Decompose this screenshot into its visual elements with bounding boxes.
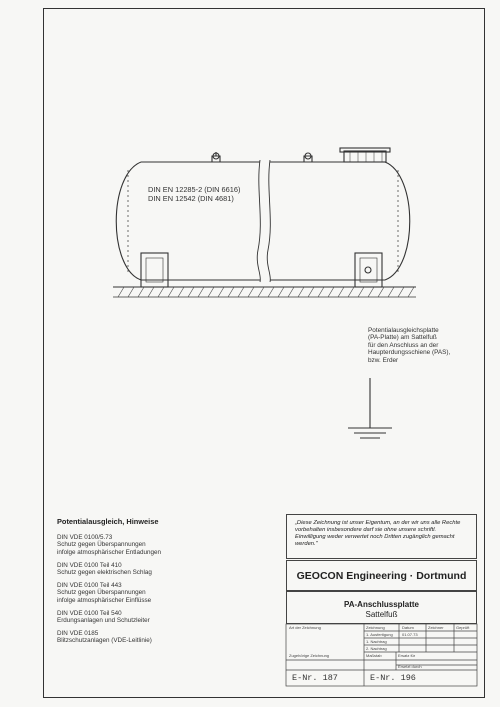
ausfertigung-label: 1. Ausfertigung	[366, 632, 393, 637]
norm-line-2: DIN EN 12542 (DIN 4681)	[148, 193, 234, 203]
notes-section	[57, 518, 277, 651]
e-nr-left: E-Nr. 187	[292, 673, 338, 683]
drawing-title	[286, 591, 477, 624]
company-name: GEOCON Engineering · Dortmund	[286, 560, 477, 591]
note-line: DIN VDE 0185	[57, 630, 99, 638]
pa-plate-icon	[365, 267, 371, 273]
title-line-1: PA-Anschlussplatte	[344, 600, 419, 609]
note-line: Erdungsanlagen und Schutzleiter	[57, 617, 150, 625]
pa-note-line: Haupterdungsschiene (PAS),	[368, 349, 451, 357]
note-line: Schutz gegen Überspannungen	[57, 589, 146, 597]
note-line: DIN VDE 0100 Teil 443	[57, 582, 122, 590]
pa-plate-note	[368, 327, 478, 364]
zeichner-label: Zeichner	[428, 625, 444, 630]
e-nr-right: E-Nr. 196	[370, 673, 416, 683]
manhole-dome	[344, 151, 386, 162]
note-line: DIN VDE 0100/5.73	[57, 534, 113, 542]
note-line: infolge atmosphärischer Entladungen	[57, 548, 161, 556]
art-der-zeichnung-label: Art der Zeichnung	[289, 625, 321, 630]
title-line-2: Sattelfuß	[365, 609, 398, 619]
date-value: 01.07.73	[402, 632, 418, 637]
pa-note-line: bzw. Erder	[368, 356, 399, 364]
ersetzt-durch-label: Ersetzt durch	[398, 664, 422, 669]
note-group	[57, 534, 277, 556]
note-line: Schutz gegen Überspannungen	[57, 541, 146, 549]
earth-symbol-icon	[348, 378, 392, 438]
note-group	[57, 630, 277, 644]
tank-shell-left	[116, 162, 260, 280]
ersatz-fuer-label: Ersatz für	[398, 653, 416, 658]
datum-label: Datum	[402, 625, 414, 630]
nachtrag-2-label: 2. Nachtrag	[366, 646, 387, 651]
note-line: DIN VDE 0100 Teil 540	[57, 609, 122, 617]
note-group	[57, 562, 277, 576]
geprueft-label: Geprüft	[456, 625, 470, 630]
note-line: infolge atmosphärischer Einflüsse	[57, 596, 152, 604]
copyright-disclaimer: „Diese Zeichnung ist unser Eigentum, an der wir uns alle Rechte vorbehalten insbesondere darf sie ohne unsere schriftl. Einwilligung weder verwertet noch Dritten zugänglich gemacht werden."	[286, 514, 477, 559]
zeichnung-label: Zeichnung	[366, 625, 385, 630]
massstab-label: Maßstab	[366, 653, 382, 658]
break-line-left	[257, 160, 260, 282]
ground-hatch	[118, 287, 414, 297]
norm-line-1: DIN EN 12285-2 (DIN 6616)	[148, 185, 241, 194]
tank-shell-right	[270, 162, 410, 280]
note-group	[57, 610, 277, 624]
note-line: DIN VDE 0100 Teil 410	[57, 561, 122, 569]
break-line-right	[267, 160, 270, 282]
tank-norm-label	[148, 186, 240, 203]
note-line: Schutz gegen elektrischen Schlag	[57, 569, 152, 577]
nachtrag-1-label: 1. Nachtrag	[366, 639, 387, 644]
pa-note-line: Potentialausgleichsplatte	[368, 327, 439, 334]
pa-note-line: (PA-Platte) am Sattelfuß	[368, 334, 437, 342]
note-group	[57, 582, 277, 604]
notes-heading: Potentialausgleich, Hinweise	[57, 517, 159, 526]
zugehoerige-zeichnung-label: Zugehörige Zeichnung	[289, 653, 330, 658]
pa-note-line: für den Anschluss an der	[368, 341, 439, 349]
note-line: Blitzschutzanlagen (VDE-Leitlinie)	[57, 637, 152, 645]
